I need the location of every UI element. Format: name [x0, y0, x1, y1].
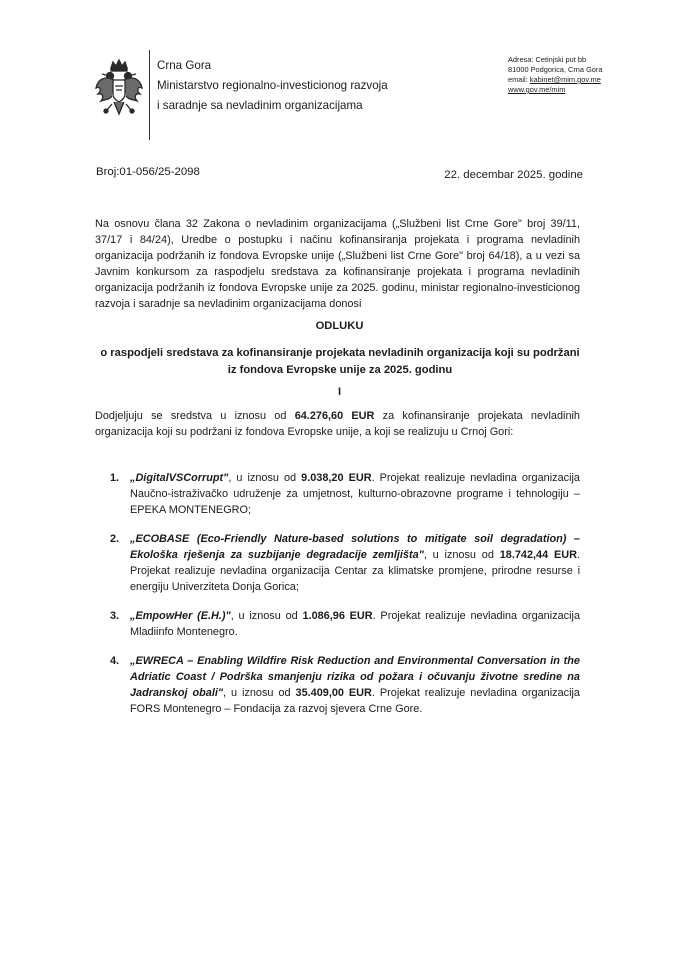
project-title: „DigitalVSCorrupt" [130, 472, 229, 484]
allocation-paragraph [95, 408, 580, 440]
legal-basis-paragraph: Na osnovu člana 32 Zakona o nevladinim organizacijama („Službeni list Crne Gore" broj 39/11, 37/17 i 84/24), Uredbe o postupku i načinu kofinansiranja projekata i programa nevladinih organizacija podržanih iz fondova Evropske unije („Službeni list Crne Gore" broj 64/18), a u vezi sa Javnim konkursom za raspodjelu sredstava za kofinansiranje projekata i programa nevladinih organizacija podržanih iz fondova Evropske unije za 2025. godinu, ministar regionalno-investicionog razvoja i saradnje sa nevladinim organizacijama donosi [95, 218, 580, 310]
project-title: „EWRECA – Enabling Wildfire Risk Reduction and Environmental Conversation in the Adriatic Coast / Podrška smanjenju rizika od požara i očuvanju životne sredine na Jadranskoj obali" [130, 655, 580, 699]
contact-block [508, 55, 603, 95]
section-number: I [337, 386, 342, 398]
ministry-name-line1: Ministarstvo regionalno-investicionog razvoja [157, 79, 388, 92]
allocation-text-before: Dodjeljuju se sredstva u iznosu od [95, 410, 287, 422]
amount-label: , u iznosu od [223, 687, 291, 699]
reference-number: Broj:01-056/25-2098 [96, 166, 200, 178]
list-item [110, 470, 580, 518]
email-link[interactable]: kabinet@mim.gov.me [529, 75, 601, 84]
website-link[interactable]: www.gov.me/mim [508, 85, 566, 94]
email-label: email: [508, 75, 528, 84]
project-amount: 1.086,96 EUR [302, 610, 373, 622]
list-item [110, 653, 580, 717]
amount-label: , u iznosu od [230, 610, 298, 622]
project-amount: 9.038,20 EUR [301, 472, 372, 484]
project-description: . Projekat realizuje nevladina organizacija Centar za klimatske promjene, prirodne resurse i energiju Univerziteta Donja Gorica; [130, 549, 580, 593]
project-description: . Projekat realizuje nevladina organizacija FORS Montenegro – Fondacija za razvoj sjevera Crne Gore. [130, 687, 580, 715]
allocation-amount: 64.276,60 EUR [294, 410, 375, 422]
list-item [110, 608, 580, 640]
list-item [110, 531, 580, 595]
montenegro-coat-of-arms-icon [94, 58, 144, 120]
email-line [508, 75, 603, 85]
project-number: 4. [110, 655, 120, 667]
country-name: Crna Gora [157, 59, 212, 72]
address-line1: Adresa: Cetinjski put bb [508, 55, 587, 64]
project-description: . Projekat realizuje nevladina organizacija Naučno-istraživačko udruženje za umjetnost, kulturno-obrazovne programe i tehnologiju – EPEKA MONTENEGRO; [130, 472, 580, 516]
document-date: 22. decembar 2025. godine [444, 169, 583, 181]
amount-label: , u iznosu od [423, 549, 494, 561]
ministry-name-line2: i saradnje sa nevladinim organizacijama [157, 99, 363, 112]
amount-label: , u iznosu od [228, 472, 297, 484]
project-description: . Projekat realizuje nevladina organizacija Mladiinfo Montenegro. [130, 610, 580, 638]
decision-subtitle: o raspodjeli sredstava za kofinansiranje projekata nevladinih organizacija koji su podržani iz fondova Evropske unije za 2025. godinu [100, 347, 580, 376]
allocation-text-after: za kofinansiranje projekata nevladinih organizacija koji su podržani iz fondova Evropske unije, a koji se realizuju u Crnoj Gori: [95, 410, 580, 438]
project-list [110, 470, 580, 730]
project-title: „ECOBASE (Eco-Friendly Nature-based solutions to mitigate soil degradation) – Ekološka rješenja za suzbijanje degradacije zemljišta" [130, 533, 580, 561]
address-line2: 81000 Podgorica, Crna Gora [508, 65, 603, 74]
project-number: 3. [110, 610, 120, 622]
project-title: „EmpowHer (E.H.)" [130, 610, 231, 622]
decision-heading: ODLUKU [315, 320, 364, 332]
project-amount: 35.409,00 EUR [295, 687, 372, 699]
project-number: 2. [110, 533, 120, 545]
header-divider [149, 50, 150, 140]
project-amount: 18.742,44 EUR [499, 549, 577, 561]
project-number: 1. [110, 472, 120, 484]
ministry-header [157, 56, 388, 116]
